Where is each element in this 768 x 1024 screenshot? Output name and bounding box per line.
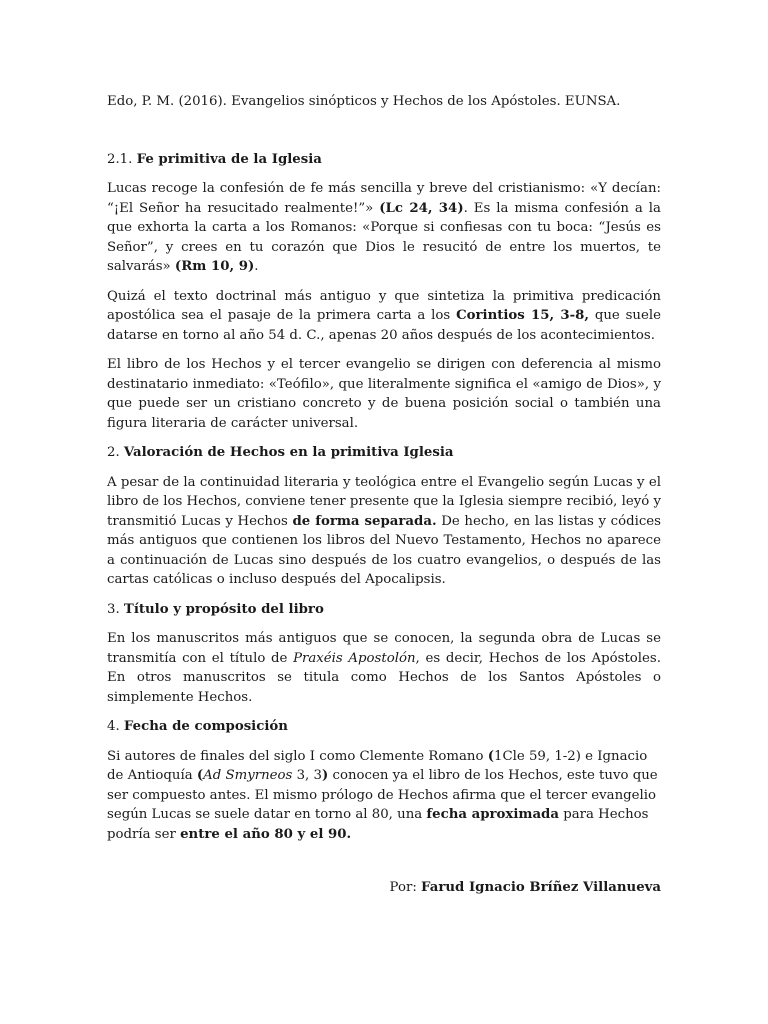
bold-paren: ) — [321, 768, 329, 783]
emphasis: entre el año 80 y el 90. — [180, 826, 352, 842]
paragraph — [107, 473, 661, 590]
author-prefix: Por: — [389, 880, 422, 895]
section-title: Fecha de composición — [123, 719, 288, 734]
book-title: Praxéis Apostolón — [293, 650, 416, 666]
section-heading-valoracion — [107, 443, 661, 463]
paragraph-text: En los manuscritos más antiguos que se conocen, la segunda obra de Lucas se transmitía con el título de — [107, 631, 661, 666]
author-line — [107, 878, 661, 898]
section-number: 2.1. — [107, 151, 137, 167]
section-number: 4. — [107, 719, 124, 734]
section-number: 2. — [107, 445, 124, 460]
bold-paren: ( — [196, 768, 204, 783]
citation: Edo, P. M. (2016). Evangelios sinópticos y Hechos de los Apóstoles. EUNSA. — [107, 94, 621, 109]
paragraph-text: para Hechos podría ser — [107, 807, 649, 842]
author-name: Farud Ignacio Bríñez Villanueva — [421, 880, 661, 895]
section-title: Valoración de Hechos en la primitiva Iglesia — [123, 445, 454, 460]
paragraph — [107, 179, 661, 277]
bible-reference: (Rm 10, 9) — [174, 259, 255, 274]
bible-reference: Corintios 15, 3-8, — [456, 308, 590, 323]
section-heading-titulo — [107, 600, 661, 620]
bold-paren: ( — [487, 748, 494, 764]
section-title: Fe primitiva de la Iglesia — [136, 151, 322, 167]
paragraph-text: . Es la misma confesión a la que exhorta la carta a los Romanos: «Porque si confiesas con tu boca: “Jesús es Señor”, y crees en tu corazón que Dios le resucitó de entre los muertos, te salvarás» — [107, 200, 661, 274]
paragraph-text: Quizá el texto doctrinal más antiguo y que sintetiza la primitiva predicación apostólica sea el pasaje de la primera carta a los — [107, 288, 661, 323]
bible-reference: (Lc 24, 34) — [379, 200, 464, 216]
paragraph-text: 3, 3 — [292, 768, 322, 783]
book-title: Ad Smyrneos — [203, 768, 293, 783]
paragraph-text: De hecho, en las listas y códices más antiguos que contienen los libros del Nuevo Testamento, Hechos no aparece a continuación de Lucas sino después de los cuatro evangelios, o después de las cartas católicas o incluso después del Apocalipsis. — [107, 513, 661, 587]
section-title: Título y propósito del libro — [123, 601, 324, 617]
paragraph-text: . — [254, 259, 259, 274]
paragraph-text: conocen ya el libro de los Hechos, este tuvo que ser compuesto antes. El mismo prólogo de Hechos afirma que el tercer evangelio según Lucas se suele datar en torno al 80, una — [107, 768, 658, 822]
paragraph: El libro de los Hechos y el tercer evangelio se dirigen con deferencia al mismo destinatario inmediato: «Teófilo», que literalmente significa el «amigo de Dios», y que puede ser un cristiano concreto y de buena posición social o también una figura literaria de carácter universal. — [107, 357, 661, 431]
paragraph-text: , es decir, Hechos de los Apóstoles. En otros manuscritos se titula como Hechos de los Santos Apóstoles o simplemente Hechos. — [107, 650, 661, 705]
paragraph-text: A pesar de la continuidad literaria y teológica entre el Evangelio según Lucas y el libro de los Hechos, conviene tener presente que la Iglesia siempre recibió, leyó y transmitió Lucas y Hechos — [107, 474, 661, 529]
section-number: 3. — [107, 601, 124, 617]
section-heading-fe-primitiva — [107, 150, 661, 170]
paragraph-text: que suele datarse en torno al año 54 d. C., apenas 20 años después de los acontecimientos. — [107, 308, 661, 343]
paragraph — [107, 287, 661, 346]
paragraph — [107, 747, 661, 845]
paragraph-text: 1Cle 59, 1-2) e Ignacio de Antioquía — [107, 748, 648, 783]
paragraph-text: Si autores de finales del siglo I como Clemente Romano — [107, 748, 488, 764]
emphasis: de forma separada. — [292, 513, 437, 529]
paragraph — [107, 629, 661, 707]
paragraph-text: Lucas recoge la confesión de fe más sencilla y breve del cristianismo: «Y decían: “¡El Señor ha resucitado realmente!”» — [107, 181, 661, 216]
section-heading-fecha — [107, 717, 661, 737]
emphasis: fecha aproximada — [426, 807, 559, 822]
